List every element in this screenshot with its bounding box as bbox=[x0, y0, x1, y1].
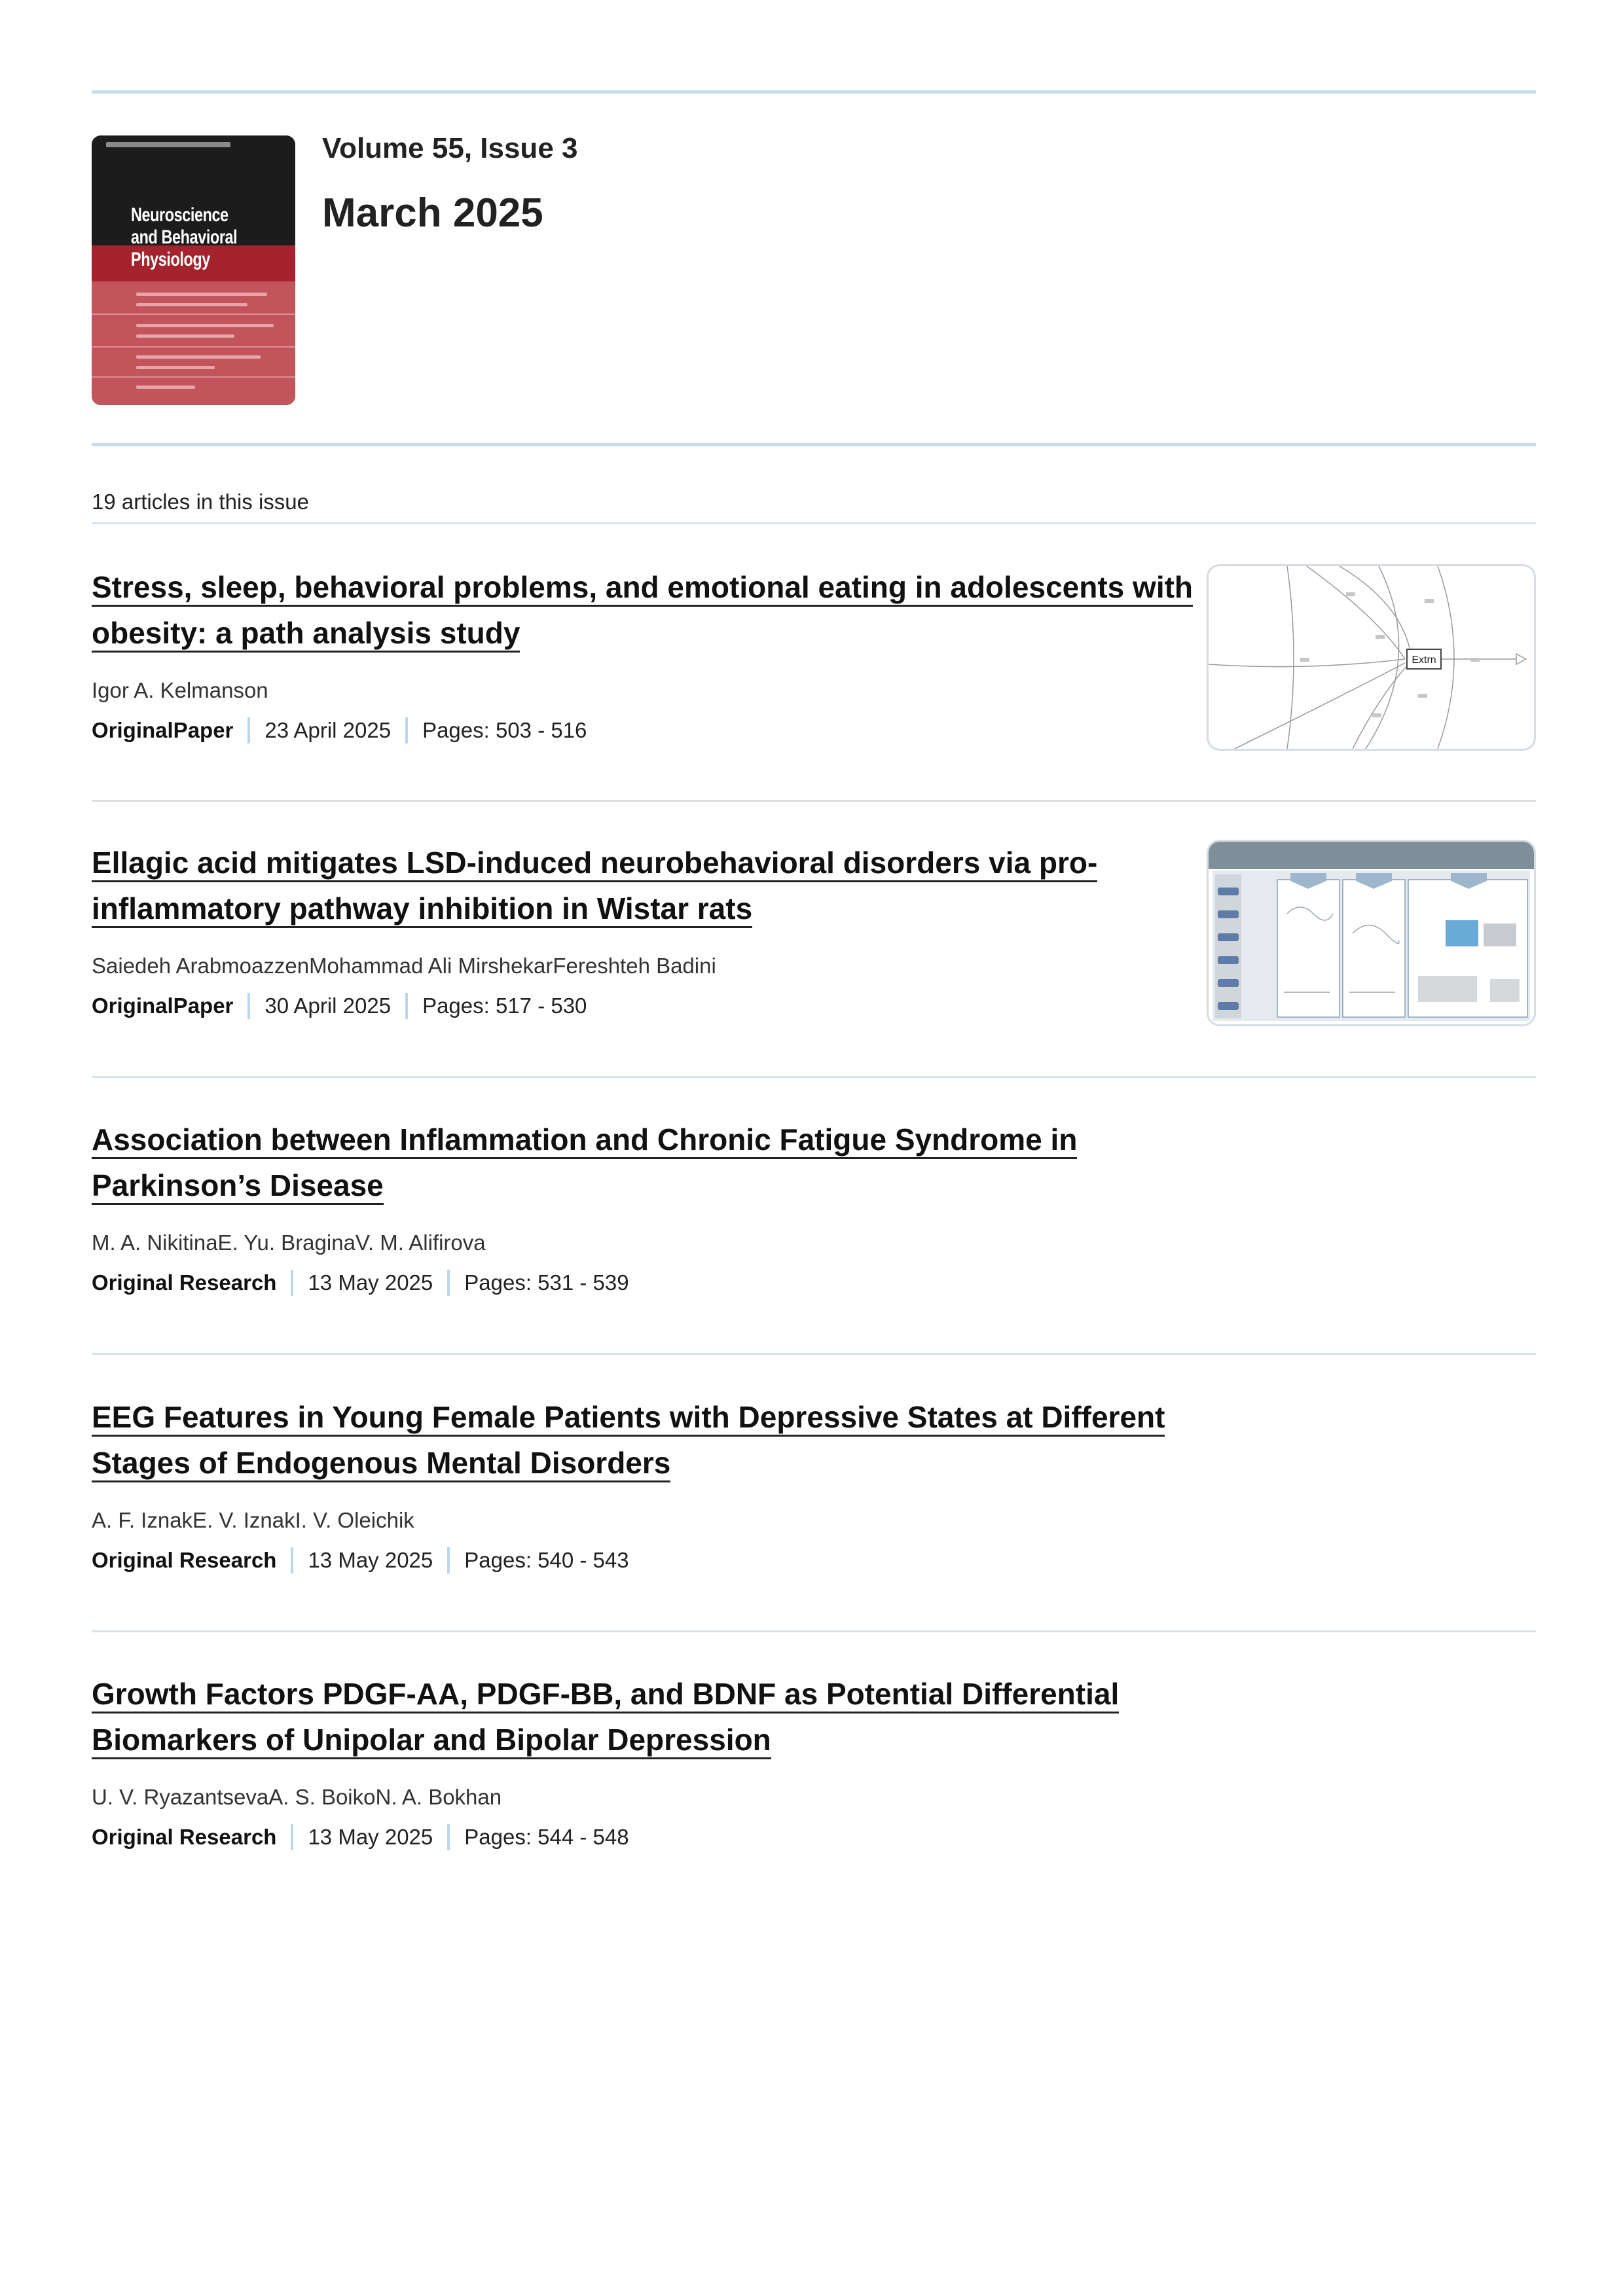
article-item bbox=[92, 1117, 1536, 1296]
article-authors: Igor A. Kelmanson bbox=[92, 678, 268, 702]
article-divider bbox=[92, 1353, 1536, 1355]
header-top-divider bbox=[92, 90, 1536, 94]
article-type: Original Research bbox=[92, 1548, 277, 1572]
article-authors: U. V. RyazantsevaA. S. BoikoN. A. Bokhan bbox=[92, 1785, 502, 1809]
article-divider bbox=[92, 800, 1536, 802]
article-meta bbox=[92, 1270, 1536, 1296]
articles-count: 19 articles in this issue bbox=[92, 490, 309, 514]
graphical-abstract-graphic bbox=[1209, 842, 1534, 1024]
issue-volume: Volume 55, Issue 3 bbox=[322, 132, 578, 164]
article-pages: Pages: 503 - 516 bbox=[422, 718, 587, 742]
count-divider bbox=[92, 522, 1536, 524]
article-title-link[interactable]: Growth Factors PDGF-AA, PDGF-BB, and BDNF as Potential Differential Biomarkers of Unipolar and Bipolar Depression bbox=[92, 1677, 1119, 1759]
article-title-link[interactable]: Association between Inflammation and Chronic Fatigue Syndrome in Parkinson’s Disease bbox=[92, 1122, 1077, 1205]
article-pages: Pages: 531 - 539 bbox=[464, 1270, 629, 1295]
article-item bbox=[92, 1671, 1536, 1850]
meta-separator bbox=[247, 993, 250, 1019]
header-bottom-divider bbox=[92, 443, 1536, 446]
article-title-link[interactable]: EEG Features in Young Female Patients with Depressive States at Different Stages of Endogenous Mental Disorders bbox=[92, 1400, 1165, 1482]
article-pages: Pages: 540 - 543 bbox=[464, 1548, 629, 1572]
article-authors: Saiedeh ArabmoazzenMohammad Ali MirshekarFereshteh Badini bbox=[92, 954, 716, 978]
article-date: 30 April 2025 bbox=[264, 994, 392, 1018]
article-title-link[interactable]: Ellagic acid mitigates LSD-induced neurobehavioral disorders via pro-inflammatory pathway inhibition in Wistar rats bbox=[92, 846, 1097, 928]
meta-separator bbox=[447, 1824, 450, 1850]
journal-cover-image[interactable] bbox=[92, 135, 295, 405]
article-title-link[interactable]: Stress, sleep, behavioral problems, and emotional eating in adolescents with obesity: a path analysis study bbox=[92, 570, 1193, 653]
article-meta bbox=[92, 1547, 1536, 1573]
path-diagram-graphic bbox=[1209, 566, 1534, 749]
meta-separator bbox=[291, 1547, 293, 1573]
meta-separator bbox=[291, 1270, 293, 1296]
article-item bbox=[92, 840, 1536, 1019]
article-thumbnail-path-diagram[interactable] bbox=[1207, 564, 1536, 751]
diagram-node-label: Extrn bbox=[1412, 655, 1436, 666]
article-thumbnail-graphical-abstract[interactable] bbox=[1207, 840, 1536, 1026]
article-date: 13 May 2025 bbox=[308, 1548, 433, 1572]
article-divider bbox=[92, 1076, 1536, 1078]
meta-separator bbox=[405, 993, 408, 1019]
meta-separator bbox=[247, 717, 250, 744]
meta-separator bbox=[291, 1824, 293, 1850]
article-date: 23 April 2025 bbox=[264, 718, 392, 742]
article-authors: M. A. NikitinaE. Yu. BraginaV. M. Alifirova bbox=[92, 1230, 486, 1255]
article-item bbox=[92, 564, 1536, 744]
article-type: Original Research bbox=[92, 1270, 277, 1295]
cover-title: Neuroscience and Behavioral Physiology bbox=[131, 204, 238, 270]
article-item bbox=[92, 1394, 1536, 1573]
article-type: OriginalPaper bbox=[92, 718, 234, 742]
article-type: OriginalPaper bbox=[92, 994, 234, 1018]
article-divider bbox=[92, 1630, 1536, 1632]
meta-separator bbox=[447, 1547, 450, 1573]
article-authors: A. F. IznakE. V. IznakI. V. Oleichik bbox=[92, 1508, 414, 1532]
article-type: Original Research bbox=[92, 1825, 277, 1849]
article-date: 13 May 2025 bbox=[308, 1270, 433, 1295]
issue-date: March 2025 bbox=[322, 190, 543, 236]
meta-separator bbox=[405, 717, 408, 744]
article-date: 13 May 2025 bbox=[308, 1825, 433, 1849]
article-meta bbox=[92, 1824, 1536, 1850]
meta-separator bbox=[447, 1270, 450, 1296]
article-pages: Pages: 517 - 530 bbox=[422, 994, 587, 1018]
article-pages: Pages: 544 - 548 bbox=[464, 1825, 629, 1849]
